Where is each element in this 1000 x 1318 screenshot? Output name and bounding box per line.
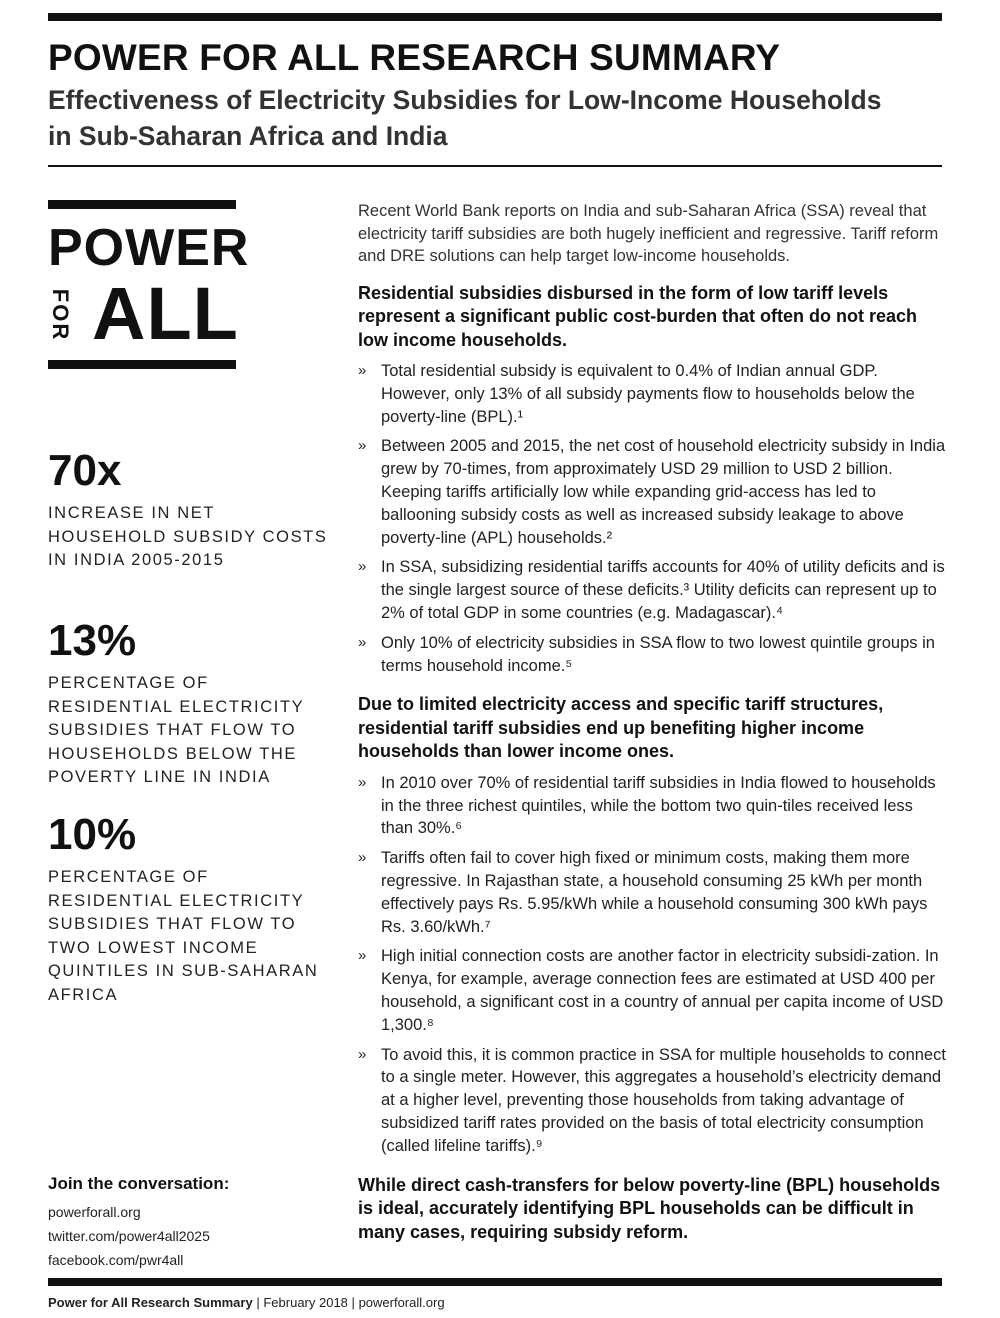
bullet-marker: » [358, 558, 367, 576]
page-title: POWER FOR ALL RESEARCH SUMMARY [48, 37, 781, 78]
page-footer [48, 1295, 445, 1310]
logo-top-bar [48, 200, 236, 209]
header-divider [48, 165, 942, 167]
stat-description: PERCENTAGE OF RESIDENTIAL ELECTRICITY SUBSIDIES THAT FLOW TO HOUSEHOLDS BELOW THE POVERTY LINE IN INDIA [48, 674, 304, 786]
footer-date: February 2018 [263, 1295, 348, 1310]
bullet-text: Only 10% of electricity subsidies in SSA flow to two lowest quintile groups in terms household income.⁵ [381, 633, 935, 675]
list-item [358, 632, 948, 678]
bullet-text: In SSA, subsidizing residential tariffs accounts for 40% of utility deficits and is the single largest source of these deficits.³ Utility deficits can represent up to 2% of total GDP in some countries (e.g. Madagascar).⁴ [381, 558, 945, 622]
logo-word-for: FOR [48, 288, 74, 342]
bullet-text: Total residential subsidy is equivalent to 0.4% of Indian annual GDP. However, only 13% of all subsidy payments flow to households below the poverty-line (BPL).¹ [381, 362, 915, 426]
footer-site: powerforall.org [358, 1295, 445, 1310]
stat-block-70x [48, 446, 338, 573]
bullet-marker: » [358, 773, 367, 791]
stat-value: 70x [48, 446, 122, 495]
bullet-marker: » [358, 947, 367, 965]
bullet-text: To avoid this, it is common practice in SSA for multiple households to connect to a single meter. However, this aggregates a household’s electricity demand at a higher level, preventing those households from taking advantage of subsidized tariff rates provided on the basis of total electricity consumption (called lifeline tariffs).⁹ [381, 1045, 946, 1155]
page-subtitle [48, 82, 948, 154]
join-conversation [48, 1172, 338, 1272]
section-heading-cost-burden: Residential subsidies disbursed in the form of low tariff levels represent a significant public cost-burden that often do not reach low income households. [358, 282, 918, 350]
list-item [358, 1044, 948, 1158]
bullet-text: Tariffs often fail to cover high fixed or minimum costs, making them more regressive. In Rajasthan state, a household consuming 25 kWh per month effectively pays Rs. 5.95/kWh while a household consuming 300 kWh pays Rs. 3.60/kWh.⁷ [381, 849, 928, 936]
subtitle-line-2: in Sub-Saharan Africa and India [48, 121, 448, 151]
bullet-marker: » [358, 1045, 367, 1063]
list-item [358, 360, 948, 428]
bullet-marker: » [358, 633, 367, 651]
bullet-list-tariff-structures [358, 772, 948, 1158]
subtitle-line-1: Effectiveness of Electricity Subsidies for Low-Income Households [48, 85, 882, 115]
twitter-link[interactable]: twitter.com/power4all2025 [48, 1228, 210, 1244]
closing-statement: While direct cash-transfers for below poverty-line (BPL) households is ideal, accurately identifying BPL households can be difficult in many cases, requiring subsidy reform. [358, 1174, 941, 1242]
power-for-all-logo [48, 200, 250, 375]
list-item [358, 556, 948, 624]
stat-value: 10% [48, 810, 137, 859]
bullet-marker: » [358, 437, 367, 455]
bullet-text: Between 2005 and 2015, the net cost of household electricity subsidy in India grew by 70-times, from approximately USD 29 million to USD 2 billion. Keeping tariffs artificially low while expanding grid-access has led to ballooning subsidy costs as well as increased subsidy leakage to above poverty-line (APL) households.² [381, 437, 946, 547]
stat-description: INCREASE IN NET HOUSEHOLD SUBSIDY COSTS IN INDIA 2005-2015 [48, 504, 328, 569]
bullet-list-cost-burden [358, 360, 948, 677]
list-item [358, 945, 948, 1036]
footer-separator: | [256, 1295, 260, 1310]
logo-word-power: POWER [48, 219, 250, 277]
stat-block-13-percent [48, 616, 338, 790]
bullet-marker: » [358, 849, 367, 867]
section-heading-tariff-structures: Due to limited electricity access and specific tariff structures, residential tariff subsidies end up benefiting higher income households than lower income ones. [358, 694, 884, 762]
stat-description: PERCENTAGE OF RESIDENTIAL ELECTRICITY SUBSIDIES THAT FLOW TO TWO LOWEST INCOME QUINTILES IN SUB-SAHARAN AFRICA [48, 868, 319, 1004]
top-rule [48, 13, 942, 21]
bullet-text: High initial connection costs are another factor in electricity subsidi-zation. In Kenya, for example, average connection fees are estimated at USD 400 per household, a significant cost in a country of annual per capita income of USD 1,300.⁸ [381, 947, 944, 1034]
footer-doc-name: Power for All Research Summary [48, 1295, 253, 1310]
bottom-rule [48, 1278, 942, 1286]
logo-word-all: ALL [92, 272, 239, 355]
footer-separator: | [351, 1295, 355, 1310]
stat-value: 13% [48, 616, 137, 665]
website-link[interactable]: powerforall.org [48, 1204, 141, 1220]
bullet-marker: » [358, 362, 367, 379]
main-content [358, 200, 948, 1244]
facebook-link[interactable]: facebook.com/pwr4all [48, 1252, 184, 1268]
list-item [358, 847, 948, 938]
join-heading: Join the conversation: [48, 1174, 230, 1193]
logo-bottom-bar [48, 360, 236, 369]
intro-paragraph: Recent World Bank reports on India and sub-Saharan Africa (SSA) reveal that electricity tariff subsidies are both hugely inefficient and regressive. Tariff reform and DRE solutions can help target low-income households. [358, 202, 939, 265]
list-item [358, 772, 948, 840]
bullet-text: In 2010 over 70% of residential tariff subsidies in India flowed to households in the three richest quintiles, while the bottom two quin-tiles received less than 30%.⁶ [381, 773, 936, 838]
stat-block-10-percent [48, 810, 338, 1007]
list-item [358, 435, 948, 549]
